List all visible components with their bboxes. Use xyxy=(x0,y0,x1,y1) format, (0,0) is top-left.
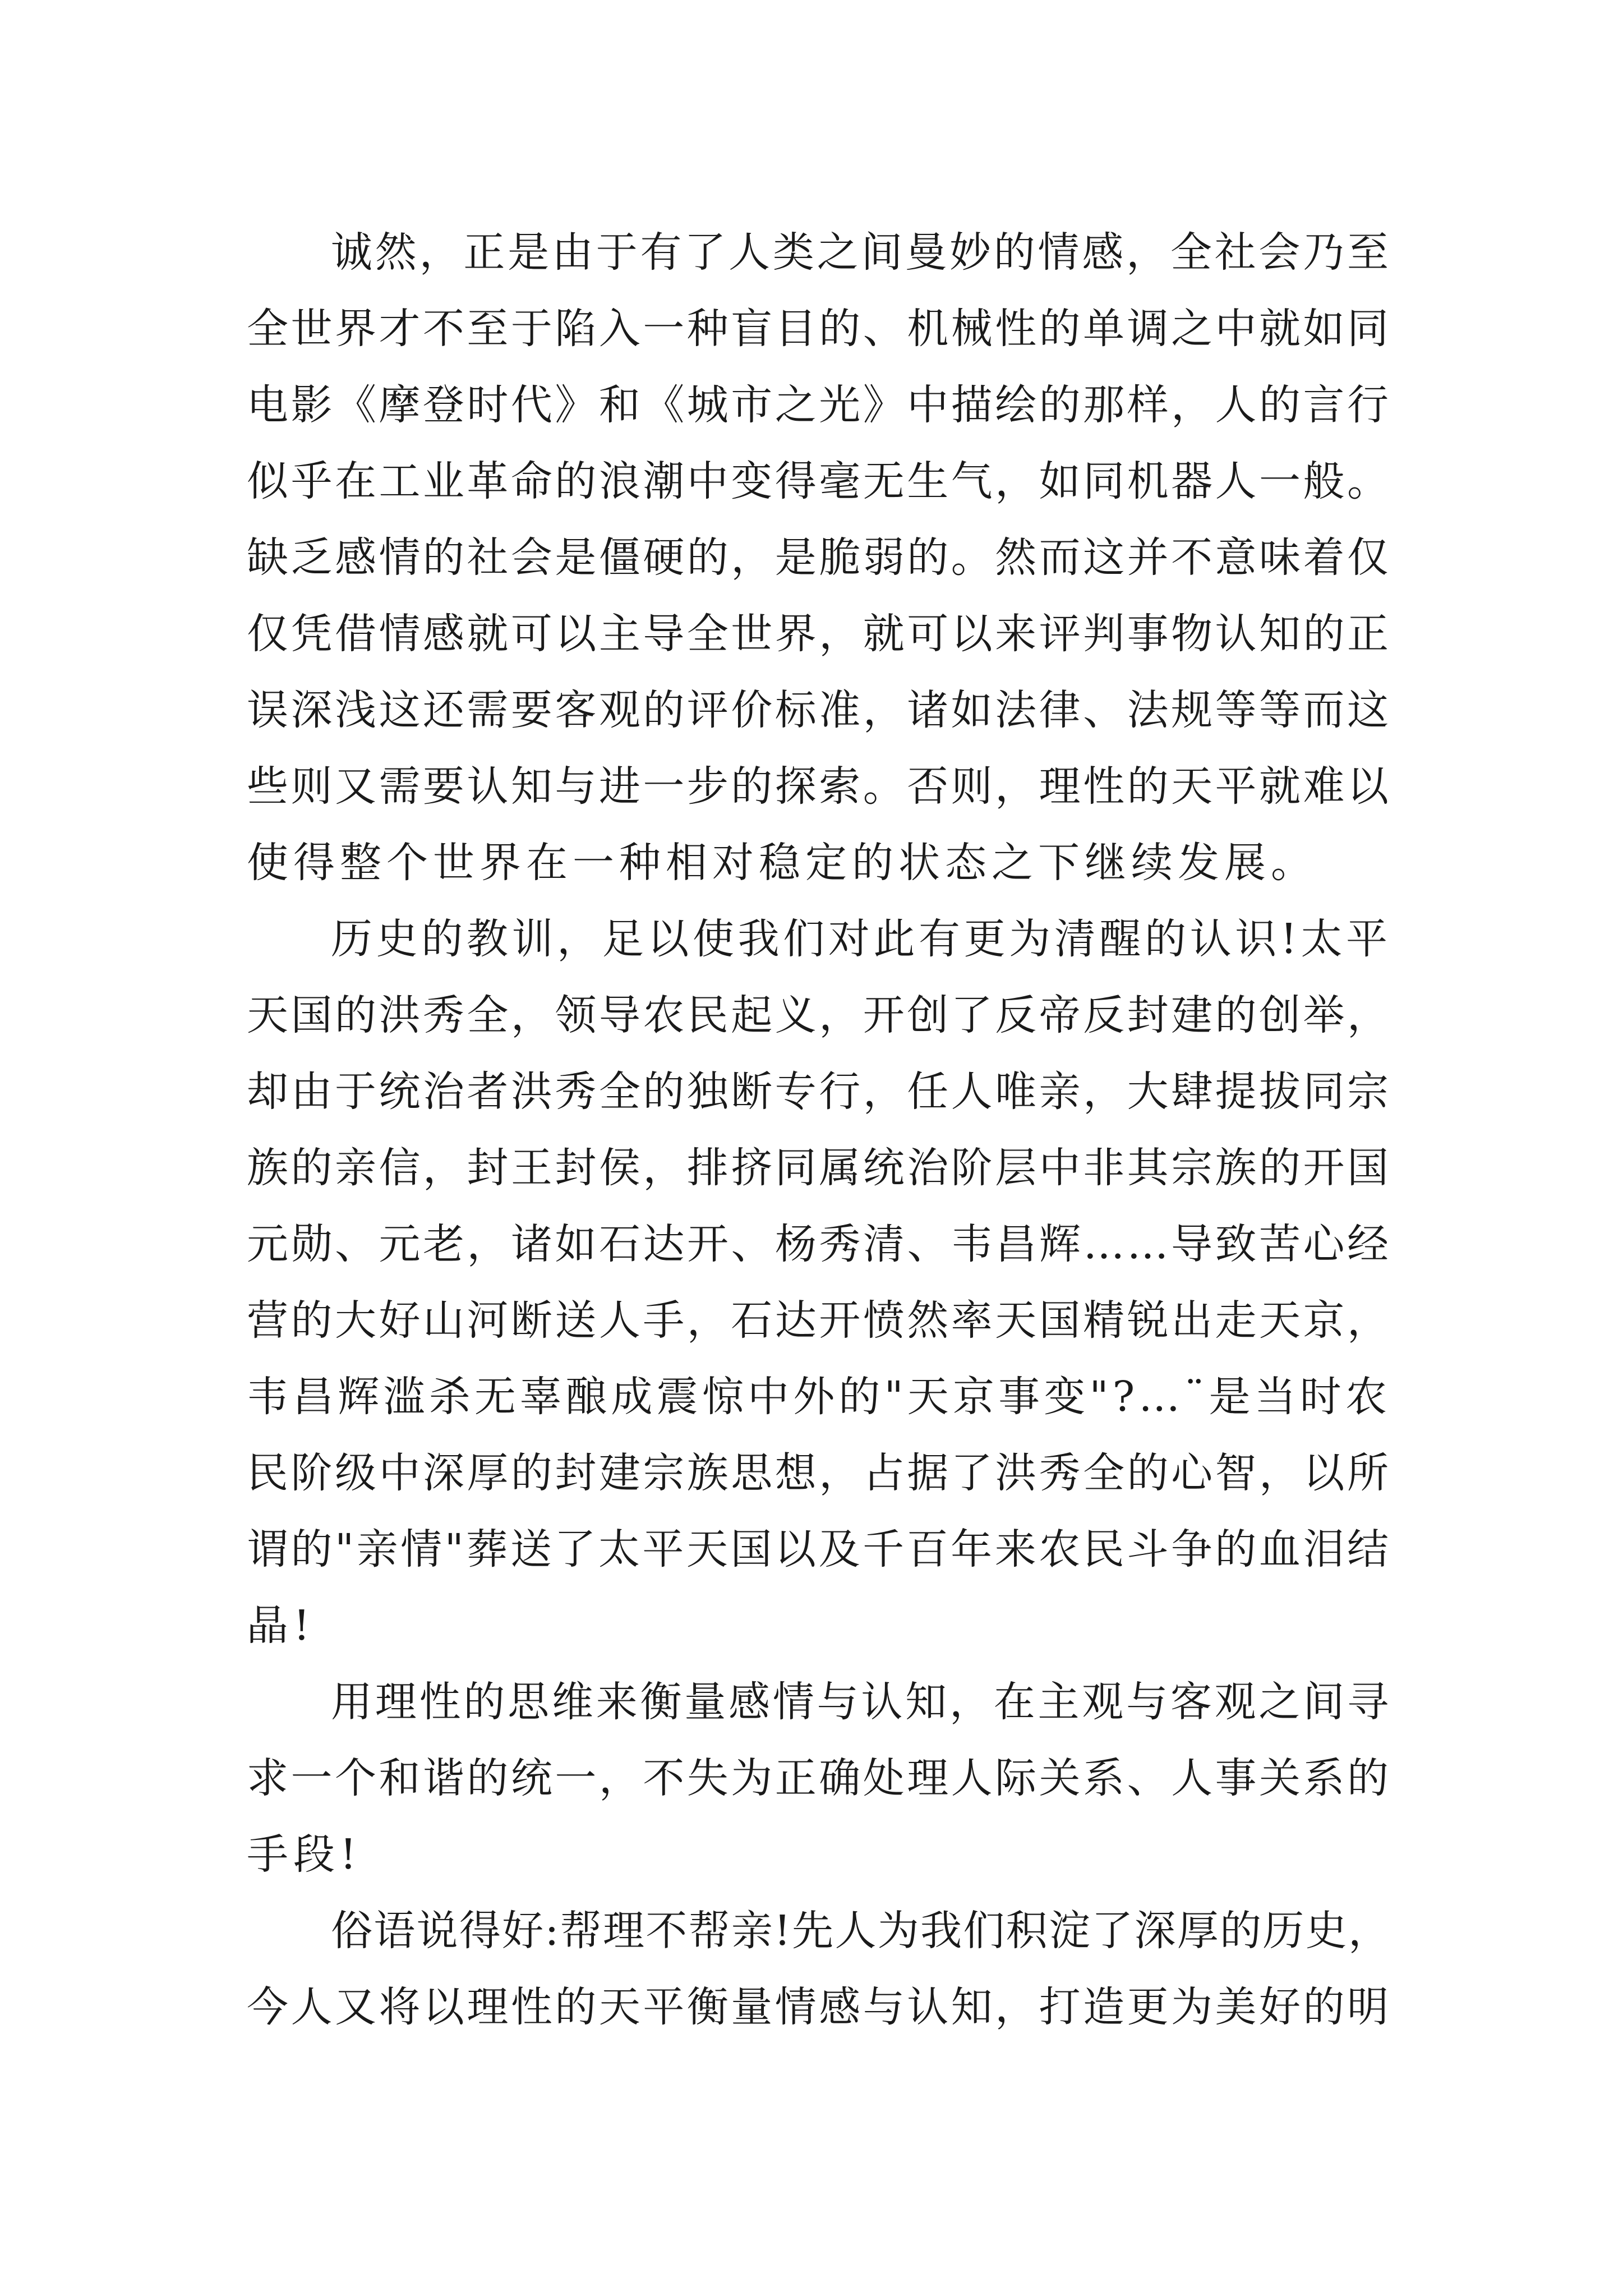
text-line: 天国的洪秀全，领导农民起义，开创了反帝反封建的创举， xyxy=(247,991,1391,1039)
text-line: 全世界才不至于陷入一种盲目的、机械性的单调之中就如同 xyxy=(247,305,1391,353)
text-line: 似乎在工业革命的浪潮中变得毫无生气，如同机器人一般。 xyxy=(247,457,1391,505)
text-line: 却由于统治者洪秀全的独断专行，任人唯亲，大肆提拔同宗 xyxy=(247,1068,1391,1116)
text-line: 缺乏感情的社会是僵硬的，是脆弱的。然而这并不意味着仅 xyxy=(247,533,1391,582)
text-line: 俗语说得好:帮理不帮亲!先人为我们积淀了深厚的历史， xyxy=(331,1907,1391,1955)
text-line: 民阶级中深厚的封建宗族思想，占据了洪秀全的心智，以所 xyxy=(247,1449,1391,1497)
paragraph-2 xyxy=(247,901,1391,1664)
text-line: 手段! xyxy=(247,1830,362,1879)
text-line: 些则又需要认知与进一步的探索。否则，理性的天平就难以 xyxy=(247,762,1391,811)
text-line: 韦昌辉滥杀无辜酿成震惊中外的"天京事变"?…¨是当时农 xyxy=(247,1373,1391,1421)
document-body xyxy=(247,214,1391,2045)
text-line: 今人又将以理性的天平衡量情感与认知，打造更为美好的明 xyxy=(247,1983,1391,2031)
text-line: 诚然，正是由于有了人类之间曼妙的情感，全社会乃至 xyxy=(331,228,1391,277)
text-line: 电影《摩登时代》和《城市之光》中描绘的那样，人的言行 xyxy=(247,381,1391,429)
text-line: 求一个和谐的统一，不失为正确处理人际关系、人事关系的 xyxy=(247,1754,1391,1802)
paragraph-3 xyxy=(247,1664,1391,1893)
text-line: 族的亲信，封王封侯，排挤同属统治阶层中非其宗族的开国 xyxy=(247,1144,1391,1192)
text-line: 元勋、元老，诸如石达开、杨秀清、韦昌辉……导致苦心经 xyxy=(247,1220,1391,1268)
text-line: 仅凭借情感就可以主导全世界，就可以来评判事物认知的正 xyxy=(247,610,1391,658)
paragraph-1 xyxy=(247,214,1391,901)
text-line: 使得整个世界在一种相对稳定的状态之下继续发展。 xyxy=(247,839,1317,887)
text-line: 营的大好山河断送人手，石达开愤然率天国精锐出走天京， xyxy=(247,1296,1391,1345)
text-line: 用理性的思维来衡量感情与认知，在主观与客观之间寻 xyxy=(331,1678,1391,1726)
text-line: 谓的"亲情"葬送了太平天国以及千百年来农民斗争的血泪结 xyxy=(247,1525,1391,1573)
text-line: 晶! xyxy=(247,1602,315,1650)
text-line: 历史的教训，足以使我们对此有更为清醒的认识!太平 xyxy=(331,915,1391,963)
paragraph-4 xyxy=(247,1893,1391,2045)
text-line: 误深浅这还需要客观的评价标准，诸如法律、法规等等而这 xyxy=(247,686,1391,734)
